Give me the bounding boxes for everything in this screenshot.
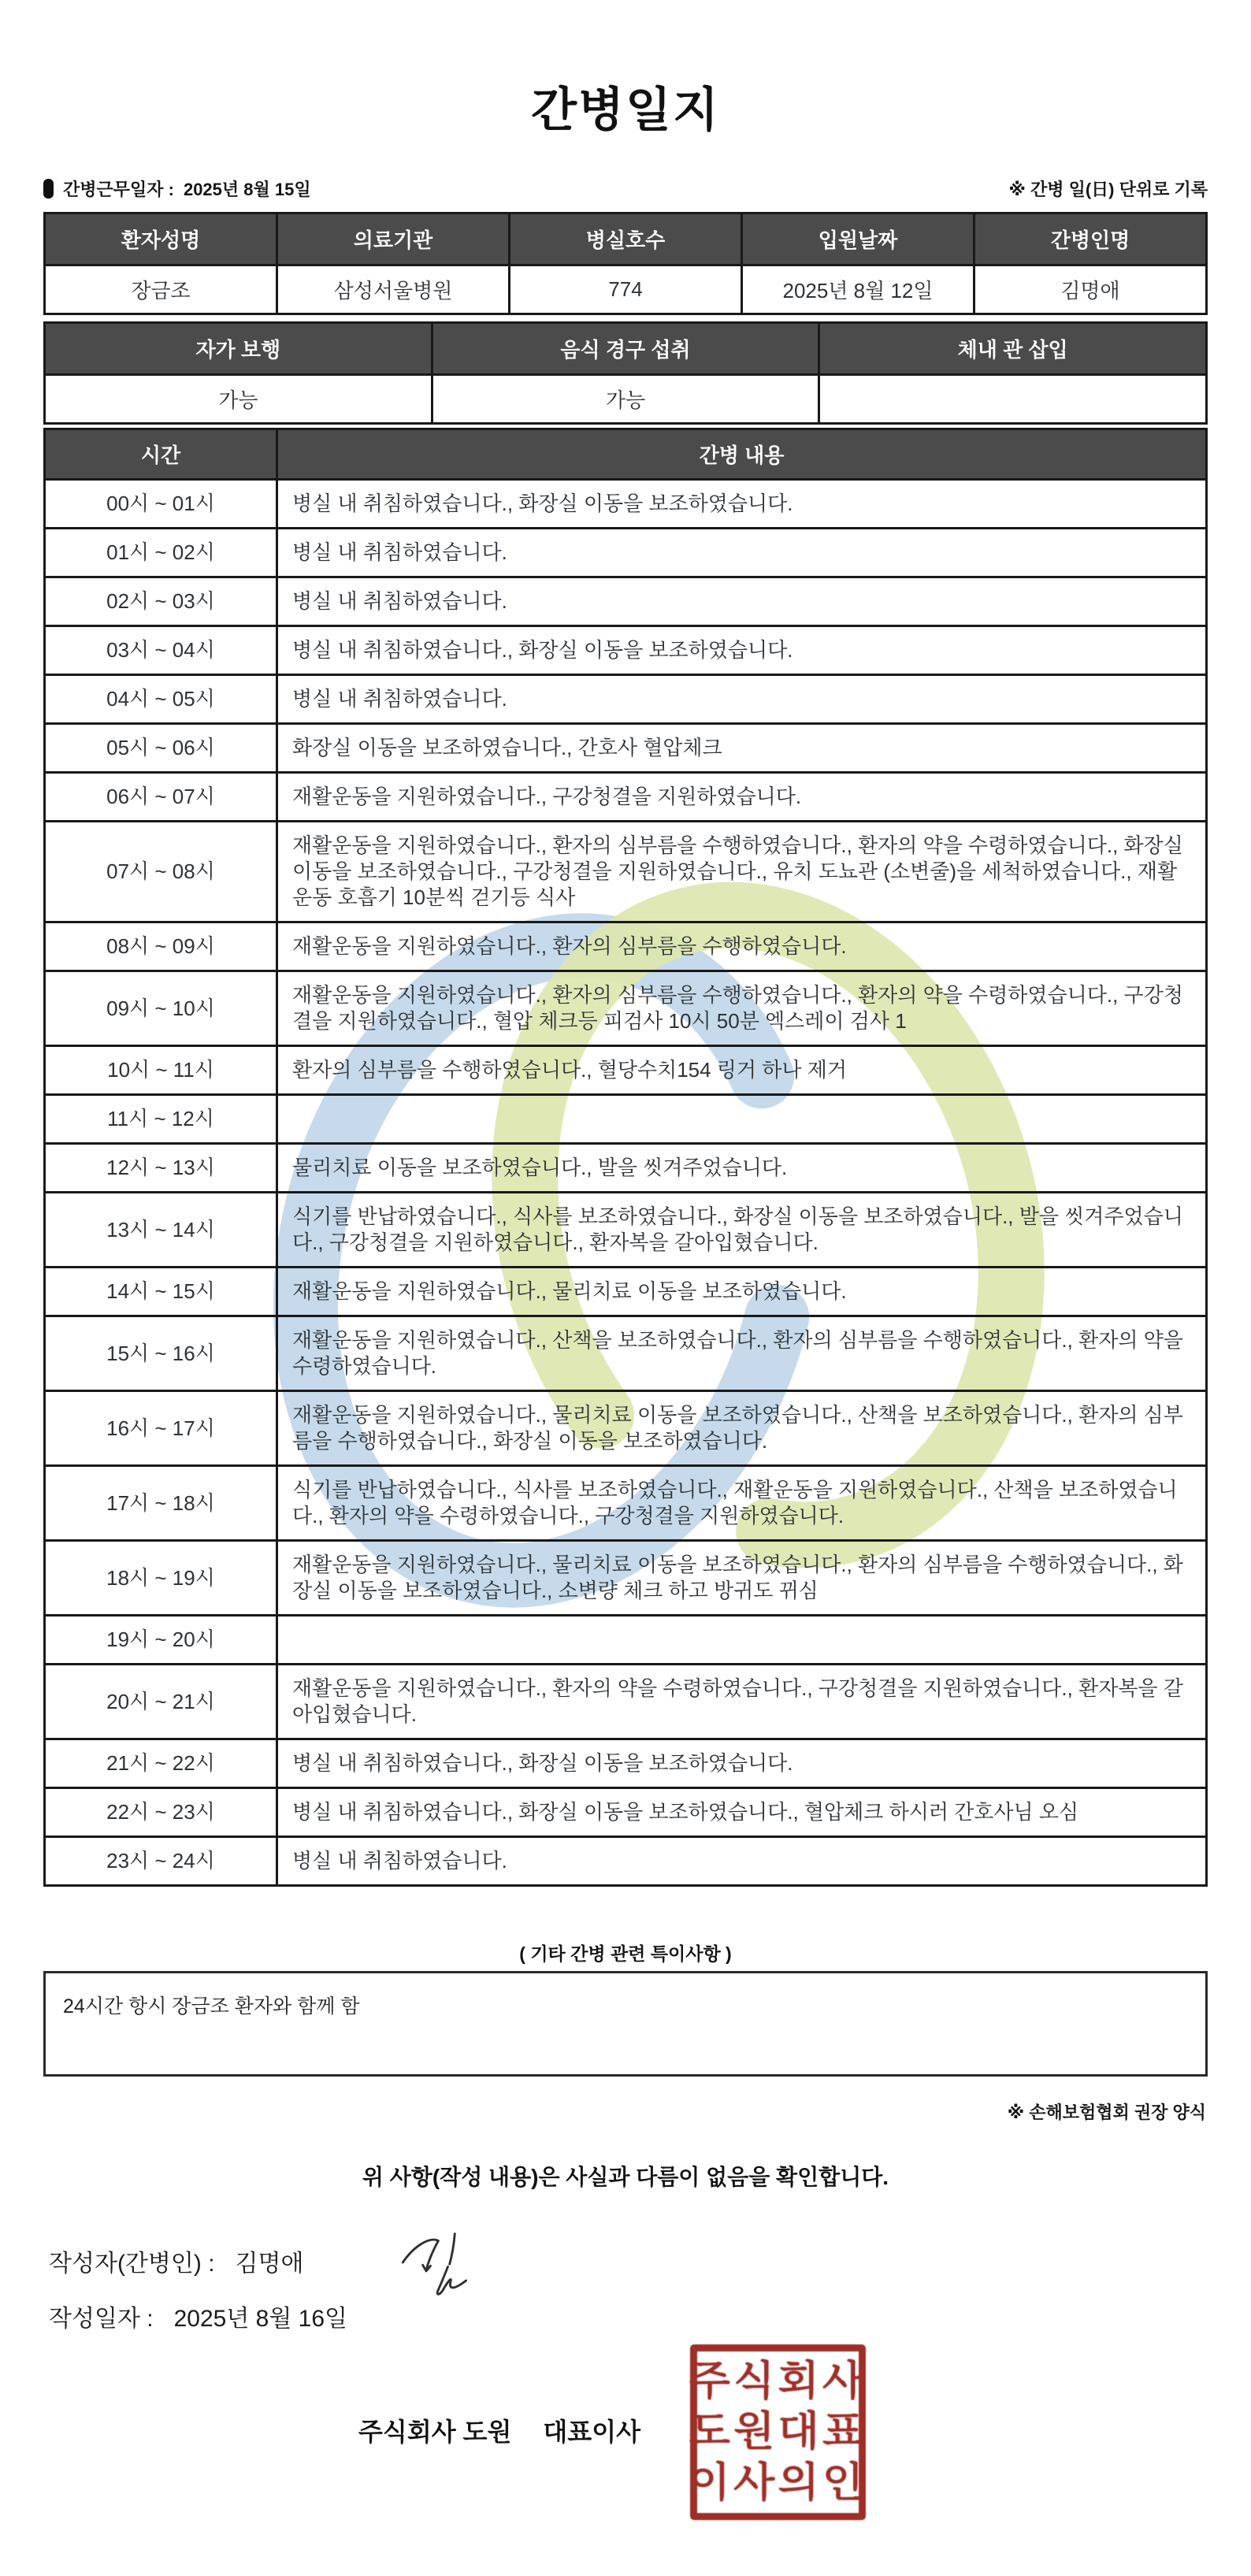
time-cell: 10시 ~ 11시 [45, 1046, 277, 1095]
signature-stroke [437, 2266, 466, 2294]
care-content-cell: 물리치료 이동을 보조하였습니다., 발을 씻겨주었습니다. [277, 1144, 1207, 1193]
patient-header-row [45, 213, 1207, 265]
care-content-cell: 병실 내 취침하였습니다. [277, 675, 1207, 724]
care-content-cell: 재활운동을 지원하였습니다., 환자의 약을 수령하였습니다., 구강청결을 지원하였습니다., 환자복을 갈아입혔습니다. [277, 1665, 1207, 1739]
time-cell: 06시 ~ 07시 [45, 773, 277, 822]
time-cell: 23시 ~ 24시 [45, 1837, 277, 1886]
company-line [358, 2412, 640, 2448]
care-table-row [45, 724, 1207, 773]
care-content-cell [277, 1095, 1207, 1144]
condition-header-row [45, 323, 1207, 375]
handwritten-signature [400, 2231, 487, 2296]
writer-label: 작성자(간병인) : [49, 2251, 215, 2277]
time-cell: 01시 ~ 02시 [45, 529, 277, 577]
time-cell: 04시 ~ 05시 [45, 675, 277, 724]
care-content-cell: 재활운동을 지원하였습니다., 구강청결을 지원하였습니다. [277, 773, 1207, 822]
care-table-row [45, 971, 1207, 1046]
care-table-row [45, 1665, 1207, 1739]
ceo-title: 대표이사 [543, 2418, 641, 2446]
time-cell: 00시 ~ 01시 [45, 480, 277, 529]
writer-name: 김명애 [235, 2251, 304, 2277]
time-cell: 02시 ~ 03시 [45, 577, 277, 626]
care-table-row [45, 675, 1207, 724]
care-table-row [45, 626, 1207, 675]
content-column-header: 간병 내용 [277, 429, 1207, 480]
patient-value-cell: 2025년 8월 12일 [742, 265, 974, 314]
time-cell: 07시 ~ 08시 [45, 822, 277, 922]
care-content-cell: 화장실 이동을 보조하였습니다., 간호사 혈압체크 [277, 724, 1207, 773]
care-table-row [45, 1391, 1207, 1466]
care-table-row [45, 1541, 1207, 1616]
stamp-text-line: 도원대표 [689, 2409, 867, 2455]
written-date-label: 작성일자 : [49, 2306, 154, 2332]
confirmation-statement: 위 사항(작성 내용)은 사실과 다름이 없음을 확인합니다. [362, 2165, 889, 2189]
care-content-cell: 재활운동을 지원하였습니다., 환자의 심부름을 수행하였습니다., 환자의 약을 수령하였습니다., 구강청결을 지원하였습니다., 혈압 체크등 피검사 10시 50분 엑스레이 검사 1 [277, 971, 1207, 1046]
care-content-cell: 병실 내 취침하였습니다. [277, 1837, 1207, 1886]
care-table-row [45, 1739, 1207, 1788]
patient-value-cell: 삼성서울병원 [277, 265, 510, 314]
care-content-cell: 재활운동을 지원하였습니다., 산책을 보조하였습니다., 환자의 심부름을 수행하였습니다., 환자의 약을 수령하였습니다. [277, 1316, 1207, 1391]
care-table-row [45, 1268, 1207, 1316]
care-content-cell: 병실 내 취침하였습니다. [277, 529, 1207, 577]
written-date-line [49, 2299, 347, 2333]
condition-header-cell: 음식 경구 섭취 [432, 323, 819, 375]
signature-stroke [403, 2240, 438, 2270]
square-bullet-icon [43, 179, 54, 199]
condition-table [43, 321, 1208, 425]
meta-row [43, 176, 1208, 201]
care-table-row [45, 773, 1207, 822]
time-cell: 09시 ~ 10시 [45, 971, 277, 1046]
care-table-row [45, 1095, 1207, 1144]
care-table-row [45, 1788, 1207, 1837]
care-content-cell: 환자의 심부름을 수행하였습니다., 혈당수치154 링거 하나 제거 [277, 1046, 1207, 1095]
care-table-row [45, 822, 1207, 922]
care-table-row [45, 1046, 1207, 1095]
corporate-seal-stamp [690, 2344, 866, 2520]
care-content-cell: 재활운동을 지원하였습니다., 환자의 심부름을 수행하였습니다., 환자의 약을 수령하였습니다., 화장실 이동을 보조하였습니다., 구강청결을 지원하였습니다., 유치 도뇨관 (소변줄)을 세척하였습니다., 재활 운동 호흡기 10분씩 걷기등 식사 [277, 822, 1207, 922]
patient-value-cell: 김명애 [974, 265, 1207, 314]
time-cell: 22시 ~ 23시 [45, 1788, 277, 1837]
care-content-cell: 병실 내 취침하였습니다., 화장실 이동을 보조하였습니다. [277, 480, 1207, 529]
time-cell: 14시 ~ 15시 [45, 1268, 277, 1316]
special-notes-heading: ( 기타 간병 관련 특이사항 ) [519, 1943, 732, 1964]
care-content-cell: 식기를 반납하였습니다., 식사를 보조하였습니다., 재활운동을 지원하였습니다., 산책을 보조하였습니다., 환자의 약을 수령하였습니다., 구강청결을 지원하였습니다. [277, 1466, 1207, 1541]
patient-value-row [45, 265, 1207, 314]
time-cell: 03시 ~ 04시 [45, 626, 277, 675]
time-cell: 11시 ~ 12시 [45, 1095, 277, 1144]
care-content-cell [277, 1616, 1207, 1665]
stamp-text-line: 이사의인 [689, 2459, 867, 2506]
time-cell: 12시 ~ 13시 [45, 1144, 277, 1193]
condition-header-cell: 체내 관 삽입 [819, 323, 1207, 375]
care-content-cell: 병실 내 취침하였습니다., 화장실 이동을 보조하였습니다. [277, 1739, 1207, 1788]
time-cell: 13시 ~ 14시 [45, 1193, 277, 1268]
care-table-row [45, 1616, 1207, 1665]
patient-header-cell: 병실호수 [510, 213, 742, 265]
recommended-form-note: ※ 손해보험협회 권장 양식 [1007, 2103, 1206, 2122]
care-log-table [43, 428, 1208, 1887]
care-content-cell: 병실 내 취침하였습니다., 화장실 이동을 보조하였습니다. [277, 626, 1207, 675]
care-content-cell: 병실 내 취침하였습니다. [277, 577, 1207, 626]
time-cell: 19시 ~ 20시 [45, 1616, 277, 1665]
writer-line [49, 2244, 303, 2278]
work-date-line [43, 176, 311, 201]
time-cell: 18시 ~ 19시 [45, 1541, 277, 1616]
care-table-row [45, 1144, 1207, 1193]
care-table-row [45, 922, 1207, 971]
page-title: 간병일지 [531, 84, 720, 136]
time-column-header: 시간 [45, 429, 277, 480]
patient-info-table [43, 212, 1208, 315]
patient-value-cell: 774 [510, 265, 742, 314]
patient-header-cell: 간병인명 [974, 213, 1207, 265]
special-notes-box [43, 1971, 1208, 2077]
condition-value-row [45, 375, 1207, 424]
care-table-row [45, 480, 1207, 529]
time-cell: 20시 ~ 21시 [45, 1665, 277, 1739]
care-table-row [45, 529, 1207, 577]
condition-value-cell: 가능 [45, 375, 432, 424]
care-table-row [45, 1193, 1207, 1268]
company-name: 주식회사 도원 [358, 2418, 512, 2446]
condition-value-cell [819, 375, 1207, 424]
time-cell: 21시 ~ 22시 [45, 1739, 277, 1788]
care-table-row [45, 1466, 1207, 1541]
care-table-row [45, 1316, 1207, 1391]
care-table-row [45, 1837, 1207, 1886]
care-header-row [45, 429, 1207, 480]
care-content-cell: 재활운동을 지원하였습니다., 물리치료 이동을 보조하였습니다. [277, 1268, 1207, 1316]
condition-value-cell: 가능 [432, 375, 819, 424]
time-cell: 17시 ~ 18시 [45, 1466, 277, 1541]
care-content-cell: 재활운동을 지원하였습니다., 환자의 심부름을 수행하였습니다. [277, 922, 1207, 971]
patient-header-cell: 입원날짜 [742, 213, 974, 265]
care-content-cell: 재활운동을 지원하였습니다., 물리치료 이동을 보조하였습니다., 산책을 보조하였습니다., 환자의 심부름을 수행하였습니다., 화장실 이동을 보조하였습니다. [277, 1391, 1207, 1466]
time-cell: 16시 ~ 17시 [45, 1391, 277, 1466]
care-table-row [45, 577, 1207, 626]
patient-value-cell: 장금조 [45, 265, 277, 314]
patient-header-cell: 환자성명 [45, 213, 277, 265]
written-date-value: 2025년 8월 16일 [173, 2306, 347, 2332]
unit-note: ※ 간병 일(日) 단위로 기록 [1008, 180, 1208, 199]
time-cell: 08시 ~ 09시 [45, 922, 277, 971]
work-date-label: 간병근무일자 : [63, 180, 174, 199]
work-date-value: 2025년 8월 15일 [183, 180, 311, 199]
signature-stroke [450, 2234, 455, 2265]
condition-header-cell: 자가 보행 [45, 323, 432, 375]
time-cell: 15시 ~ 16시 [45, 1316, 277, 1391]
special-notes-content: 24시간 항시 장금조 환자와 함께 함 [63, 1995, 360, 2017]
care-content-cell: 재활운동을 지원하였습니다., 물리치료 이동을 보조하였습니다., 환자의 심부름을 수행하였습니다., 화장실 이동을 보조하였습니다., 소변량 체크 하고 방귀도 뀌심 [277, 1541, 1207, 1616]
care-content-cell: 병실 내 취침하였습니다., 화장실 이동을 보조하였습니다., 혈압체크 하시러 간호사님 오심 [277, 1788, 1207, 1837]
stamp-text-line: 주식회사 [689, 2359, 867, 2405]
care-content-cell: 식기를 반납하였습니다., 식사를 보조하였습니다., 화장실 이동을 보조하였습니다., 발을 씻겨주었습니다., 구강청결을 지원하였습니다., 환자복을 갈아입혔습니다. [277, 1193, 1207, 1268]
patient-header-cell: 의료기관 [277, 213, 510, 265]
time-cell: 05시 ~ 06시 [45, 724, 277, 773]
